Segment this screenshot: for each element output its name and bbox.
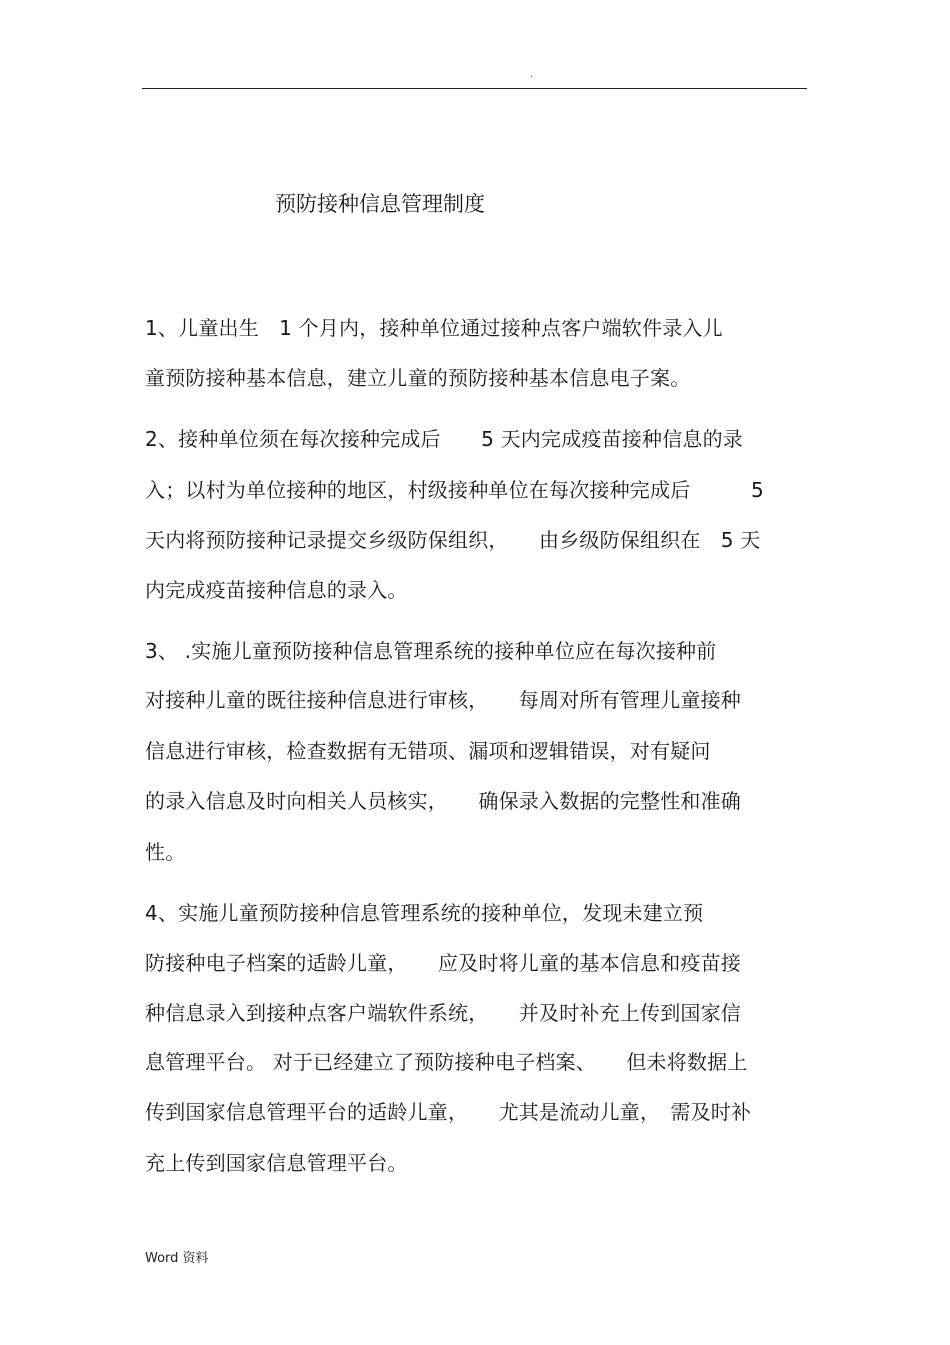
text-line: 传到国家信息管理平台的适龄儿童， 尤其是流动儿童， 需及时补 [145,1100,752,1124]
text-line: 防接种电子档案的适龄儿童， 应及时将儿童的基本信息和疫苗接 [145,951,741,975]
text-line: 息管理平台。 对于已经建立了预防接种电子档案、 但未将数据上 [145,1050,748,1074]
text-line: 天内将预防接种记录提交乡级防保组织， 由乡级防保组织在 5 天 [145,528,761,552]
text-line: 性。 [145,840,186,864]
document-title: 预防接种信息管理制度 [275,192,485,216]
text-line: 入；以村为单位接种的地区，村级接种单位在每次接种完成后 5 [145,478,764,502]
text-line: 对接种儿童的既往接种信息进行审核， 每周对所有管理儿童接种 [145,688,741,712]
text-line: 充上传到国家信息管理平台。 [145,1151,408,1175]
text-line: 内完成疫苗接种信息的录入。 [145,578,408,602]
text-line: 的录入信息及时向相关人员核实， 确保录入数据的完整性和准确 [145,789,741,813]
text-line: 3、 .实施儿童预防接种信息管理系统的接种单位应在每次接种前 [145,639,717,663]
header-rule [142,88,807,89]
text-line: 种信息录入到接种点客户端软件系统， 并及时补充上传到国家信 [145,1001,741,1025]
text-line: 信息进行审核，检查数据有无错项、漏项和逻辑错误，对有疑问 [145,739,711,763]
text-line: 2、接种单位须在每次接种完成后 5 天内完成疫苗接种信息的录 [145,427,744,451]
text-line: 童预防接种基本信息，建立儿童的预防接种基本信息电子案。 [145,366,691,390]
page-header-mark: . [530,69,534,80]
text-line: 1、儿童出生 1 个月内，接种单位通过接种点客户端软件录入儿 [145,316,723,340]
text-line: 4、实施儿童预防接种信息管理系统的接种单位，发现未建立预 [145,901,704,925]
page-footer: Word 资料 [145,1251,209,1266]
